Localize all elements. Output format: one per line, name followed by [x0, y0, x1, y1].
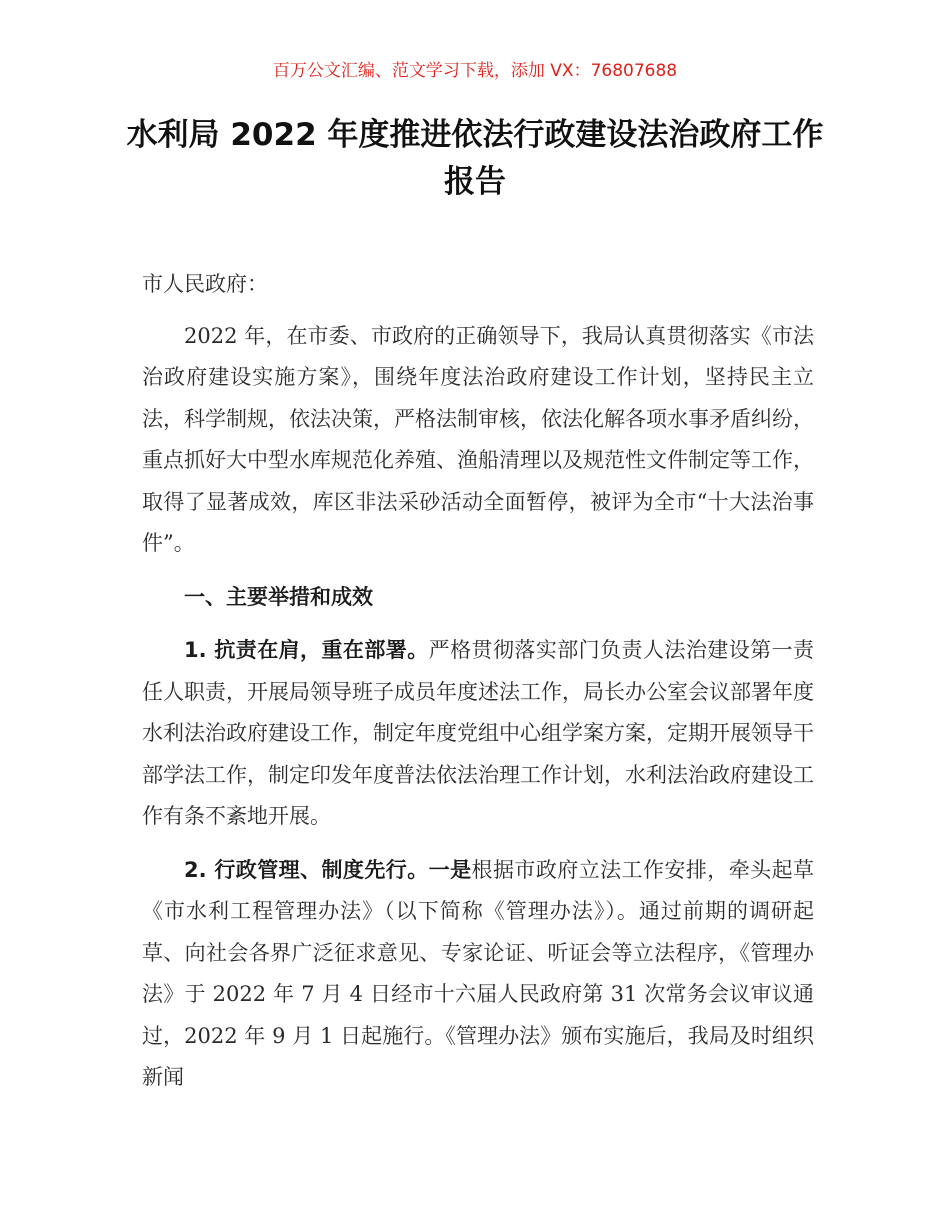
intro-paragraph: 2022 年，在市委、市政府的正确领导下，我局认真贯彻落实《市法治政府建设实施方案》，围绕年度法治政府建设工作计划，坚持民主立法，科学制规，依法决策，严格法制审核，依法化解各项水事矛盾纠纷，重点抓好大中型水库规范化养殖、渔船清理以及规范性文件制定等工作，取得了显著成效，库区非法采砂活动全面暂停，被评为全市“十大法治事件”。 — [142, 323, 814, 555]
header-promo-text: 百万公文汇编、范文学习下载，添加 VX：76807688 — [272, 61, 678, 81]
document-title: 水利局 2022 年度推进依法行政建设法治政府工作报告 — [126, 117, 824, 200]
item-2-lead: 2. 行政管理、制度先行。 — [184, 857, 429, 882]
document-body — [142, 264, 814, 1111]
salutation: 市人民政府： — [142, 272, 268, 296]
item-1-lead: 1. 抗责在肩，重在部署。 — [184, 638, 429, 662]
item-2-paragraph — [142, 850, 814, 1099]
section-heading-1: 一、主要举措和成效 — [184, 584, 373, 609]
item-1-paragraph — [142, 630, 814, 838]
item-2-text: 根据市政府立法工作安排，牵头起草《市水利工程管理办法》（以下简称《管理办法》）。通过前期的调研起草、向社会各界广泛征求意见、专家论证、听证会等立法程序，《管理办法》于 2022 年 7 月 4 日经市十六届人民政府第 31 次常务会议审议通过，2022 年 9 月 1 日起施行。《管理办法》颁布实施后，我局及时组织新闻 — [142, 857, 815, 1089]
item-2-sub-lead: 一是 — [428, 857, 472, 882]
item-1-text: 严格贯彻落实部门负责人法治建设第一责任人职责，开展局领导班子成员年度述法工作，局长办公室会议部署年度水利法治政府建设工作，制定年度党组中心组学案方案，定期开展领导干部学法工作，制定印发年度普法依法治理工作计划，水利法治政府建设工作有条不紊地开展。 — [142, 638, 814, 828]
